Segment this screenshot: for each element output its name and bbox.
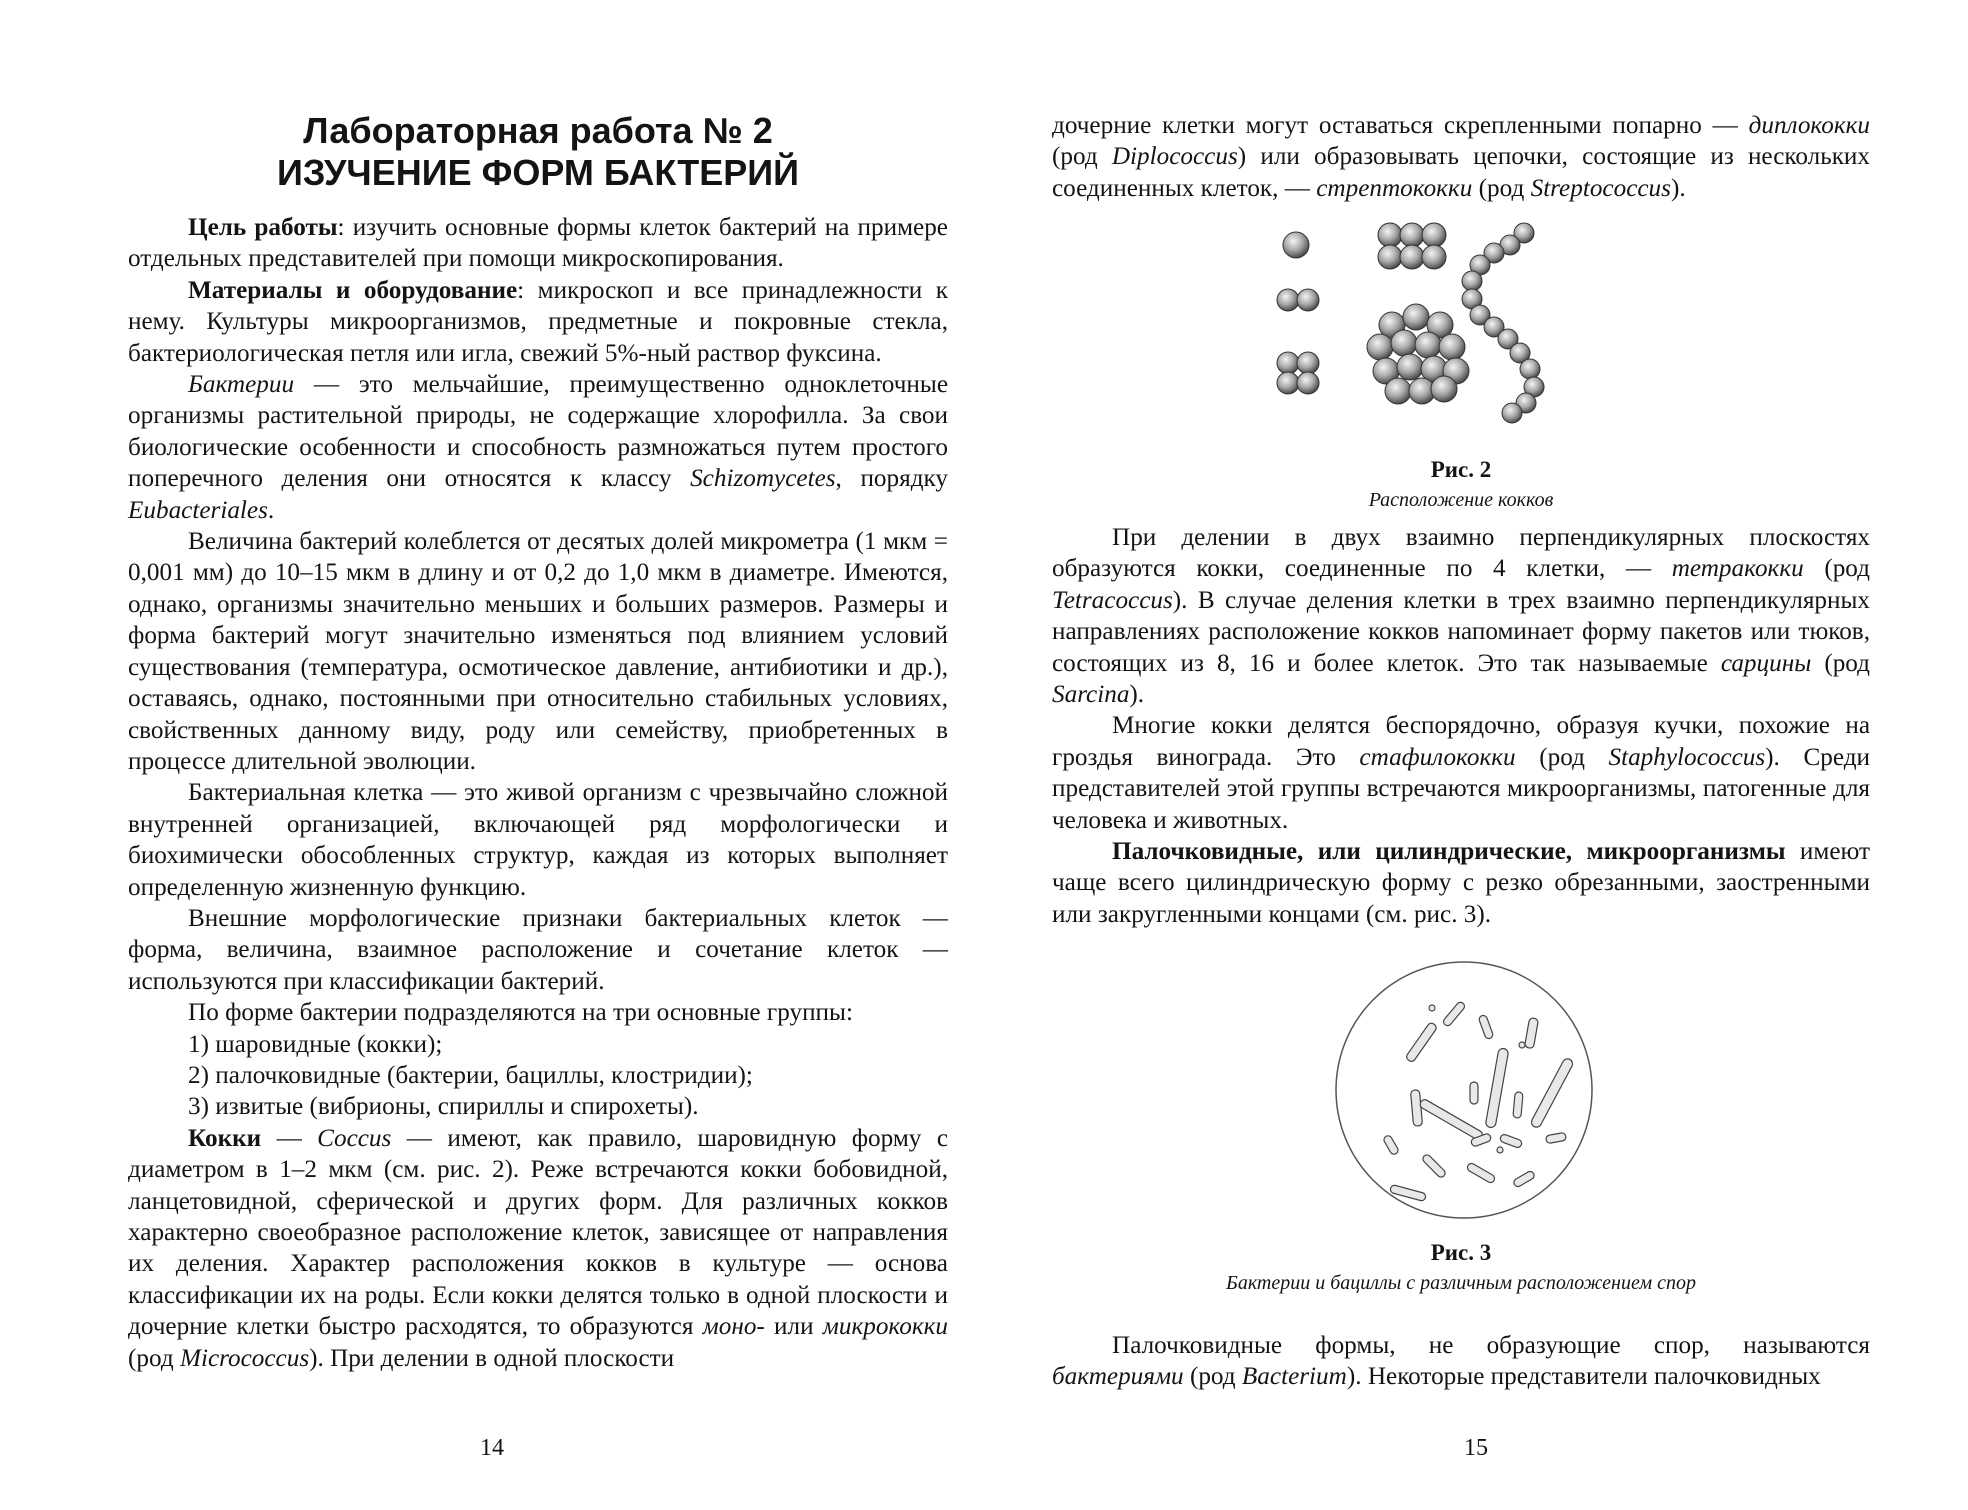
text-span: ) или образовывать цепочки, состоящие из нескольких соединенных клеток, — (1052, 143, 1871, 202)
term-staphylococcus: Staphylococcus (1608, 743, 1766, 771)
text-span: ). В случае деления клетки в трех взаимно перпендикулярных направлениях расположение кокков напоминает форму пакетов или тюков, состоящих из 8, 16 и более клеток. Это так называемые (1052, 586, 1870, 677)
text-span: имеют чаще всего цилиндрическую форму с резко обрезанными, заостренными или закругленными концами (см. рис. 3). (1052, 838, 1870, 928)
text-span: (род (1811, 649, 1870, 677)
term-tetracocci: тетракокки (1671, 555, 1804, 583)
page-number-right: 15 (1464, 1435, 1488, 1461)
paragraph-bacteria (128, 369, 948, 526)
paragraph-goal (128, 212, 948, 275)
title-line-2: ИЗУЧЕНИЕ ФОРМ БАКТЕРИЙ (276, 152, 800, 193)
right-body-bottom (1052, 1330, 1870, 1393)
materials-text: : микроскоп и все принадлежности к нему. Культуры микроорганизмов, предметные и покровные стекла, бактериологическая петля или игла, свежий 5%-ный раствор фуксина. (128, 276, 948, 367)
paragraph-rods (1052, 836, 1870, 930)
text-span: Палочковидные формы, не образующие спор, называются (1112, 1332, 1870, 1359)
term-cocci: Кокки (188, 1124, 262, 1152)
paragraph-size: Величина бактерий колеблется от десятых долей микрометра (1 мкм = 0,001 мм) до 10–15 мкм в длину и от 0,2 до 1,0 мкм в диаметре. Имеются, однако, организмы значительно меньших и больших размеров. Размеры и форма бактерий могут значительно изменяться под влиянием условий существования (температура, осмотическое давление, антибиотики и др.), оставаясь, однако, постоянными при относительно стабильных условиях, свойственных данному виду, роду или семейству, приобретенных в процессе длительной эволюции. (128, 528, 948, 775)
term-schizomycetes: Schizomycetes (690, 465, 836, 493)
title-line-1: Лабораторная работа № 2 (303, 110, 773, 151)
staphylococcus-drawing (1367, 304, 1469, 404)
figure-2 (1052, 215, 1870, 515)
microscope-field-illustration (1052, 960, 1870, 1220)
text-span: . (267, 496, 275, 524)
figure-3-label: Рис. 3 (1430, 1240, 1492, 1265)
text-span: ). При делении в одной плоскости (309, 1344, 675, 1372)
paragraph-cell: Бактериальная клетка — это живой организм с чрезвычайно сложной внутренней организацией, включающей ряд морфологически и биохимически обособленных структур, каждая из которых выполняет определенную жизненную функцию. (128, 779, 948, 901)
paragraph-morphology: Внешние морфологические признаки бактериальных клеток — форма, величина, взаимное расположение и сочетание клеток — используются при классификации бактерий. (128, 904, 948, 995)
text-span: (род (1515, 743, 1609, 771)
paragraph-diplococci (1052, 110, 1870, 204)
paragraph-cocci (128, 1123, 948, 1374)
monococcus-drawing (1283, 232, 1309, 258)
paragraph-tetracocci (1052, 522, 1870, 710)
goal-text: : изучить основные формы клеток бактерий на примере отдельных представителей при помощи микроскопирования. (128, 214, 948, 273)
list-item-1: 1) шаровидные (кокки); (188, 1030, 443, 1058)
text-span: ). (1670, 174, 1686, 202)
text-span: (род (1803, 555, 1870, 583)
materials-label: Материалы и оборудование (188, 276, 518, 304)
term-micrococci: микрококки (822, 1313, 948, 1341)
paragraph-materials (128, 275, 948, 369)
figure-3-caption: Бактерии и бациллы с различным расположением спор (1226, 1272, 1696, 1294)
term-sarcinae: сарцины (1720, 649, 1812, 677)
text-span: Многие кокки делятся беспорядочно, образуя кучки, похожие на гроздья винограда. Это (1052, 712, 1870, 771)
list-item-2: 2) палочковидные (бактерии, бациллы, клостридии); (188, 1061, 753, 1089)
paragraph-groups-intro: По форме бактерии подразделяются на три основные группы: (188, 999, 853, 1027)
diplococcus-drawing (1277, 289, 1319, 311)
figure-3 (1052, 960, 1870, 1320)
cocci-illustration (1052, 215, 1870, 435)
figure-2-label: Рис. 2 (1430, 457, 1492, 482)
page-title (128, 110, 948, 194)
term-bacterium: Bacterium (1241, 1363, 1347, 1391)
term-diplococci: диплококки (1748, 112, 1870, 139)
text-span: При делении в двух взаимно перпендикулярных плоскостях образуются кокки, соединенные по 4 клетки, — (1052, 524, 1870, 583)
text-span: ). Некоторые представители палочковидных (1346, 1363, 1821, 1391)
text-span: дочерние клетки могут оставаться скрепленными попарно — (1052, 112, 1749, 139)
sarcina-drawing (1378, 223, 1446, 269)
left-body-text (128, 212, 948, 1374)
goal-label: Цель работы (188, 214, 338, 241)
text-span: — (261, 1124, 318, 1152)
text-span: , порядку (835, 465, 948, 493)
term-streptococci: стрептококки (1316, 174, 1473, 202)
text-span: (род (1052, 143, 1112, 171)
term-bacteria: Бактерии (188, 371, 295, 399)
term-mono: моно- (702, 1313, 765, 1341)
text-span: (род (128, 1344, 180, 1372)
text-span: (род (1183, 1363, 1242, 1391)
term-micrococcus: Micrococcus (179, 1344, 310, 1372)
term-eubacteriales: Eubacteriales (128, 496, 268, 524)
right-page (984, 0, 1968, 1510)
term-streptococcus: Streptococcus (1530, 174, 1671, 202)
figure-2-caption: Расположение кокков (1368, 489, 1554, 511)
tetracoccus-drawing (1277, 352, 1319, 394)
term-bacteria-plural: бактериями (1052, 1363, 1184, 1391)
text-span: (род (1472, 174, 1531, 202)
term-tetracoccus: Tetracoccus (1052, 586, 1173, 614)
text-span: ). (1129, 681, 1145, 709)
term-coccus: Coccus (317, 1124, 392, 1152)
term-staphylococci: стафилококки (1359, 743, 1516, 771)
paragraph-staphylococci (1052, 710, 1870, 836)
term-sarcina: Sarcina (1052, 681, 1130, 709)
term-diplococcus: Diplococcus (1111, 143, 1238, 171)
right-body-top (1052, 110, 1870, 204)
page-number-left: 14 (480, 1435, 504, 1461)
paragraph-bacteria-rods (1052, 1330, 1870, 1393)
text-span: — имеют, как правило, шаровидную форму с диаметром в 1–2 мкм (см. рис. 2). Реже встречаются кокки бобовидной, ланцетовидной, сферической и других форм. Для различных кокков характерно своеобразное расположение клеток, зависящее от направления их деления. Характер расположения кокков в культуре — основа классификации их на роды. Если кокки делятся только в одной плоскости и дочерние клетки быстро расходятся, то образуются (128, 1124, 948, 1341)
term-rods: Палочковидные, или цилиндрические, микроорганизмы (1112, 838, 1786, 866)
text-span: — это мельчайшие, преимущественно одноклеточные организмы растительной природы, не содержащие хлорофилла. За свои биологические особенности и способность размножаться путем простого поперечного деления они относятся к классу (128, 371, 948, 493)
streptococcus-drawing (1462, 223, 1544, 423)
text-span: или (764, 1313, 823, 1341)
list-item-3: 3) извитые (вибрионы, спириллы и спирохеты). (188, 1093, 699, 1121)
text-span: ). Среди представителей этой группы встречаются микроорганизмы, патогенные для человека и животных. (1052, 743, 1870, 834)
right-body-middle (1052, 522, 1870, 930)
